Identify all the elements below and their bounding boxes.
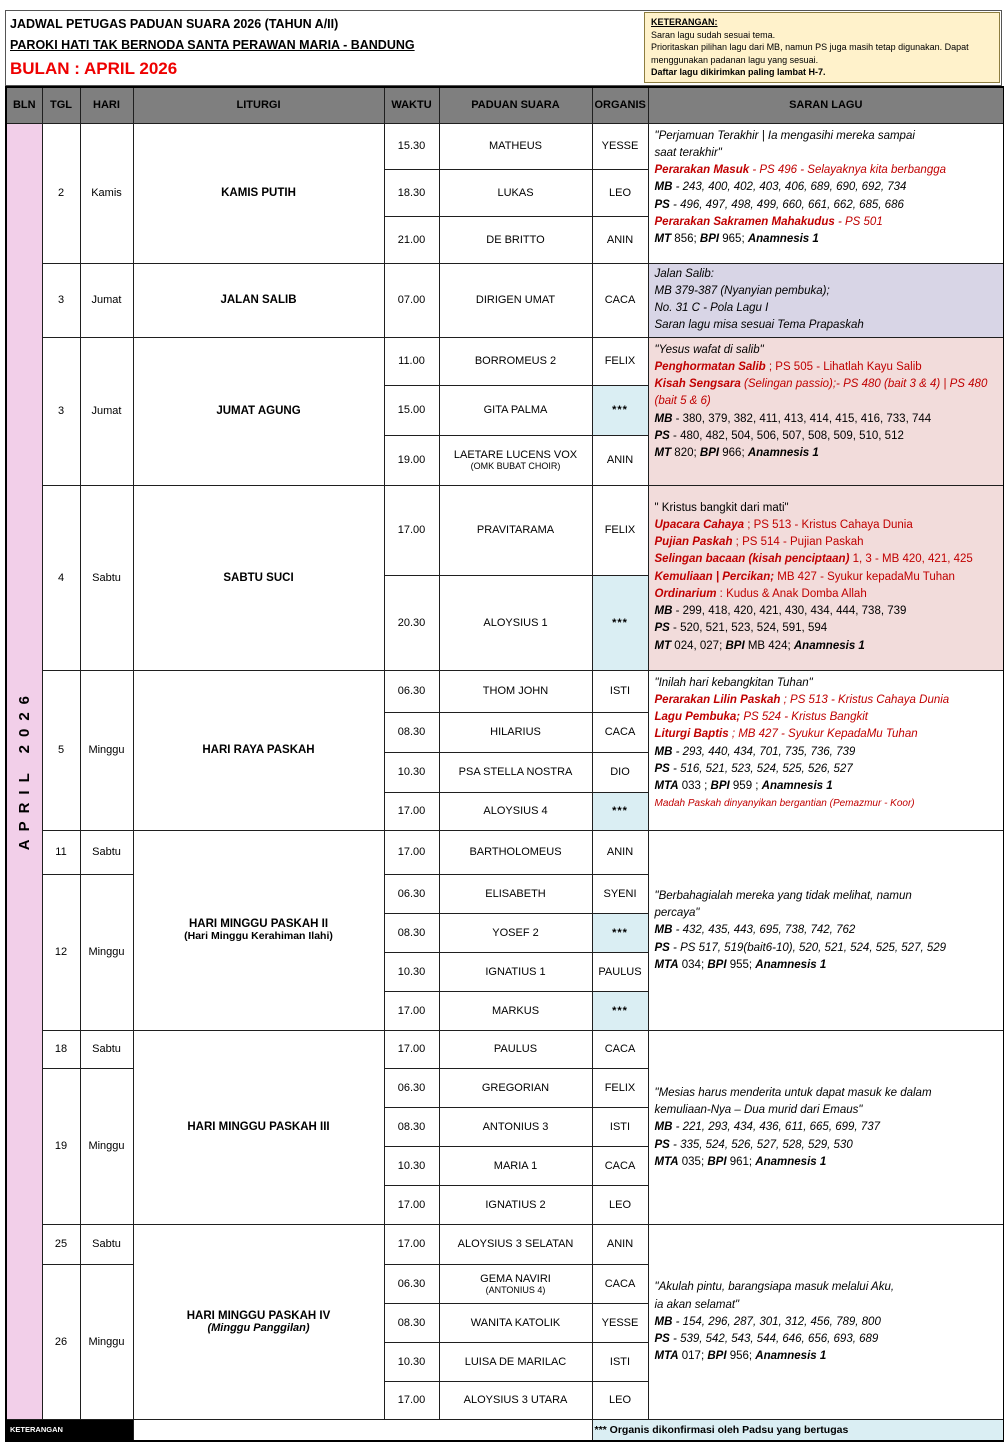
cell-waktu: 08.30 xyxy=(384,712,439,752)
column-header-hari: HARI xyxy=(80,87,133,123)
cell-waktu: 17.00 xyxy=(384,1381,439,1419)
cell-waktu: 21.00 xyxy=(384,216,439,263)
note-line: Daftar lagu dikirimkan paling lambat H-7. xyxy=(651,67,826,78)
cell-tgl: 26 xyxy=(42,1264,80,1419)
cell-organis: ISTI xyxy=(592,1342,648,1381)
cell-saran-lagu: " Kristus bangkit dari mati" Upacara Cahaya ; PS 513 - Kristus Cahaya Dunia Pujian Paskah ; PS 514 - Pujian Paskah Selingan bacaan (kisah penciptaan) 1, 3 - MB 420, 421, 425 Kemuliaan | Percikan; MB 427 - Syukur kepadaMu Tuhan Ordinarium : Kudus & Anak Domba Allah MB - 299, 418, 420, 421, 430, 434, 444, 738, 739 PS - 520, 521, 523, 524, 591, 594 MT 024, 027; BPI MB 424; Anamnesis 1 xyxy=(648,485,1004,670)
table-row xyxy=(6,123,1004,169)
cell-saran-lagu: "Perjamuan Terakhir | Ia mengasihi mereka sampai saat terakhir" Perarakan Masuk - PS 496 - Selayaknya kita berbangga MB - 243, 400, 402, 403, 406, 689, 690, 692, 734 PS - 496, 497, 498, 499, 660, 661, 662, 685, 686 Perarakan Sakramen Mahakudus - PS 501 MT 856; BPI 965; Anamnesis 1 xyxy=(648,123,1004,263)
cell-tgl: 12 xyxy=(42,874,80,1030)
cell-paduan-suara: LUKAS xyxy=(439,169,592,216)
doc-title: JADWAL PETUGAS PADUAN SUARA 2026 (TAHUN A/II) xyxy=(10,17,339,31)
cell-hari: Sabtu xyxy=(80,1030,133,1068)
cell-paduan-suara: YOSEF 2 xyxy=(439,913,592,952)
cell-hari: Jumat xyxy=(80,337,133,485)
cell-hari: Sabtu xyxy=(80,830,133,874)
note-box xyxy=(644,12,1000,83)
cell-hari: Minggu xyxy=(80,1264,133,1419)
cell-tgl: 3 xyxy=(42,337,80,485)
cell-paduan-suara: HILARIUS xyxy=(439,712,592,752)
footer-empty-cell xyxy=(133,1419,592,1441)
cell-tgl: 19 xyxy=(42,1068,80,1224)
cell-organis: LEO xyxy=(592,1381,648,1419)
cell-organis: YESSE xyxy=(592,1303,648,1342)
cell-tgl: 5 xyxy=(42,670,80,830)
cell-hari: Sabtu xyxy=(80,485,133,670)
header-row xyxy=(6,87,1004,123)
cell-organis: *** xyxy=(592,575,648,670)
cell-organis: ANIN xyxy=(592,830,648,874)
cell-paduan-suara: MARKUS xyxy=(439,991,592,1030)
cell-waktu: 11.00 xyxy=(384,337,439,385)
cell-paduan-suara xyxy=(439,1264,592,1303)
cell-organis: LEO xyxy=(592,1185,648,1224)
cell-liturgi: JALAN SALIB xyxy=(133,263,384,337)
cell-paduan-suara: IGNATIUS 1 xyxy=(439,952,592,991)
cell-paduan-suara: ELISABETH xyxy=(439,874,592,913)
table-row xyxy=(6,337,1004,385)
month-label: APRIL 2026 xyxy=(15,688,33,851)
column-header-waktu: WAKTU xyxy=(384,87,439,123)
cell-waktu: 19.00 xyxy=(384,435,439,485)
cell-waktu: 07.00 xyxy=(384,263,439,337)
cell-organis: FELIX xyxy=(592,485,648,575)
cell-waktu: 15.30 xyxy=(384,123,439,169)
cell-paduan-suara: BARTHOLOMEUS xyxy=(439,830,592,874)
doc-subtitle: PAROKI HATI TAK BERNODA SANTA PERAWAN MARIA - BANDUNG xyxy=(10,38,415,52)
cell-hari: Minggu xyxy=(80,670,133,830)
note-line: Prioritaskan pilihan lagu dari MB, namun PS juga masih tetap digunakan. Dapat menggunakan padanan lagu yang sesuai. xyxy=(651,42,969,65)
cell-tgl: 4 xyxy=(42,485,80,670)
cell-organis: CACA xyxy=(592,1146,648,1185)
cell-organis: SYENI xyxy=(592,874,648,913)
cell-organis: CACA xyxy=(592,712,648,752)
cell-liturgi: HARI MINGGU PASKAH III xyxy=(133,1030,384,1224)
cell-paduan-suara: PSA STELLA NOSTRA xyxy=(439,752,592,792)
cell-liturgi: KAMIS PUTIH xyxy=(133,123,384,263)
cell-organis: ANIN xyxy=(592,216,648,263)
column-header-tgl: TGL xyxy=(42,87,80,123)
cell-waktu: 17.00 xyxy=(384,485,439,575)
cell-waktu: 06.30 xyxy=(384,1264,439,1303)
cell-organis: ANIN xyxy=(592,1224,648,1264)
cell-organis: YESSE xyxy=(592,123,648,169)
cell-organis: ISTI xyxy=(592,670,648,712)
cell-organis: CACA xyxy=(592,1264,648,1303)
cell-liturgi xyxy=(133,1224,384,1419)
cell-liturgi: SABTU SUCI xyxy=(133,485,384,670)
cell-waktu: 17.00 xyxy=(384,1185,439,1224)
cell-paduan-suara: IGNATIUS 2 xyxy=(439,1185,592,1224)
paduan-suara-subname: (ANTONIUS 4) xyxy=(485,1284,546,1295)
cell-liturgi xyxy=(133,830,384,1030)
cell-tgl: 2 xyxy=(42,123,80,263)
cell-saran-lagu: "Yesus wafat di salib" Penghormatan Salib ; PS 505 - Lihatlah Kayu Salib Kisah Sengsara (Selingan passio);- PS 480 (bait 3 & 4) | PS 480 (bait 5 & 6) MB - 380, 379, 382, 411, 413, 414, 415, 416, 733, 744 PS - 480, 482, 504, 506, 507, 508, 509, 510, 512 MT 820; BPI 966; Anamnesis 1 xyxy=(648,337,1004,485)
cell-organis: *** xyxy=(592,385,648,435)
cell-liturgi: HARI RAYA PASKAH xyxy=(133,670,384,830)
cell-waktu: 17.00 xyxy=(384,830,439,874)
cell-waktu: 08.30 xyxy=(384,1107,439,1146)
cell-waktu: 17.00 xyxy=(384,1224,439,1264)
cell-paduan-suara xyxy=(439,435,592,485)
cell-organis: *** xyxy=(592,792,648,830)
cell-tgl: 3 xyxy=(42,263,80,337)
paduan-suara-name: GEMA NAVIRI xyxy=(480,1272,551,1285)
cell-waktu: 17.00 xyxy=(384,792,439,830)
cell-paduan-suara: BORROMEUS 2 xyxy=(439,337,592,385)
cell-organis: *** xyxy=(592,913,648,952)
cell-paduan-suara: ALOYSIUS 4 xyxy=(439,792,592,830)
table-row xyxy=(6,263,1004,337)
cell-paduan-suara: GREGORIAN xyxy=(439,1068,592,1107)
cell-paduan-suara: LUISA DE MARILAC xyxy=(439,1342,592,1381)
cell-organis: LEO xyxy=(592,169,648,216)
liturgi-title: HARI MINGGU PASKAH IV xyxy=(186,1309,331,1322)
table-row xyxy=(6,830,1004,874)
schedule-table xyxy=(5,86,1004,1442)
cell-paduan-suara: MATHEUS xyxy=(439,123,592,169)
footer-row xyxy=(6,1419,1004,1441)
cell-saran-lagu: "Berbahagialah mereka yang tidak melihat, namun percaya" MB - 432, 435, 443, 695, 738, 742, 762 PS - PS 517, 519(bait6-10), 520, 521, 524, 525, 527, 529 MTA 034; BPI 955; Anamnesis 1 xyxy=(648,830,1004,1030)
cell-hari: Minggu xyxy=(80,1068,133,1224)
cell-waktu: 10.30 xyxy=(384,752,439,792)
cell-paduan-suara: ALOYSIUS 1 xyxy=(439,575,592,670)
cell-organis: FELIX xyxy=(592,337,648,385)
cell-paduan-suara: PAULUS xyxy=(439,1030,592,1068)
cell-saran-lagu: "Akulah pintu, barangsiapa masuk melalui Aku, ia akan selamat" MB - 154, 296, 287, 301, 312, 456, 789, 800 PS - 539, 542, 543, 544, 646, 656, 693, 689 MTA 017; BPI 956; Anamnesis 1 xyxy=(648,1224,1004,1419)
cell-waktu: 08.30 xyxy=(384,913,439,952)
cell-waktu: 06.30 xyxy=(384,1068,439,1107)
cell-paduan-suara: ALOYSIUS 3 UTARA xyxy=(439,1381,592,1419)
cell-paduan-suara: DIRIGEN UMAT xyxy=(439,263,592,337)
cell-hari: Kamis xyxy=(80,123,133,263)
liturgi-subtitle: (Hari Minggu Kerahiman Ilahi) xyxy=(184,930,333,942)
cell-organis: CACA xyxy=(592,263,648,337)
cell-paduan-suara: PRAVITARAMA xyxy=(439,485,592,575)
column-header-paduan-suara: PADUAN SUARA xyxy=(439,87,592,123)
cell-saran-lagu: "Inilah hari kebangkitan Tuhan" Perarakan Lilin Paskah ; PS 513 - Kristus Cahaya Dunia Lagu Pembuka; PS 524 - Kristus Bangkit Liturgi Baptis ; MB 427 - Syukur KepadaMu Tuhan MB - 293, 440, 434, 701, 735, 736, 739 PS - 516, 521, 523, 524, 525, 526, 527 MTA 033 ; BPI 959 ; Anamnesis 1 Madah Paskah dinyanyikan bergantian (Pemazmur - Koor) xyxy=(648,670,1004,830)
cell-saran-lagu: "Mesias harus menderita untuk dapat masuk ke dalam kemuliaan-Nya – Dua murid dari Emaus" MB - 221, 293, 434, 436, 611, 665, 699, 737 PS - 335, 524, 526, 527, 528, 529, 530 MTA 035; BPI 961; Anamnesis 1 xyxy=(648,1030,1004,1224)
cell-organis: ISTI xyxy=(592,1107,648,1146)
cell-paduan-suara: ANTONIUS 3 xyxy=(439,1107,592,1146)
cell-saran-lagu: Jalan Salib: MB 379-387 (Nyanyian pembuka); No. 31 C - Pola Lagu I Saran lagu misa sesuai Tema Prapaskah xyxy=(648,263,1004,337)
cell-waktu: 17.00 xyxy=(384,991,439,1030)
cell-hari: Sabtu xyxy=(80,1224,133,1264)
cell-waktu: 20.30 xyxy=(384,575,439,670)
cell-organis: ANIN xyxy=(592,435,648,485)
cell-organis: FELIX xyxy=(592,1068,648,1107)
cell-waktu: 08.30 xyxy=(384,1303,439,1342)
cell-waktu: 10.30 xyxy=(384,1146,439,1185)
cell-paduan-suara: THOM JOHN xyxy=(439,670,592,712)
column-header-bln: BLN xyxy=(6,87,42,123)
table-row xyxy=(6,1030,1004,1068)
paduan-suara-name: LAETARE LUCENS VOX xyxy=(453,449,578,461)
table-row xyxy=(6,1224,1004,1264)
cell-hari: Minggu xyxy=(80,874,133,1030)
cell-paduan-suara: ALOYSIUS 3 SELATAN xyxy=(439,1224,592,1264)
cell-waktu: 17.00 xyxy=(384,1030,439,1068)
cell-waktu: 10.30 xyxy=(384,952,439,991)
cell-paduan-suara: MARIA 1 xyxy=(439,1146,592,1185)
table-row xyxy=(6,485,1004,575)
cell-waktu: 10.30 xyxy=(384,1342,439,1381)
footer-organis-note: *** Organis dikonfirmasi oleh Padsu yang bertugas xyxy=(592,1419,1004,1441)
cell-waktu: 15.00 xyxy=(384,385,439,435)
cell-waktu: 06.30 xyxy=(384,670,439,712)
footer-keterangan: KETERANGAN xyxy=(6,1419,133,1441)
cell-waktu: 18.30 xyxy=(384,169,439,216)
cell-tgl: 11 xyxy=(42,830,80,874)
cell-paduan-suara: DE BRITTO xyxy=(439,216,592,263)
cell-paduan-suara: GITA PALMA xyxy=(439,385,592,435)
column-header-saran-lagu: SARAN LAGU xyxy=(648,87,1004,123)
column-header-liturgi: LITURGI xyxy=(133,87,384,123)
column-header-organis: ORGANIS xyxy=(592,87,648,123)
liturgi-title: HARI MINGGU PASKAH II xyxy=(188,918,329,930)
cell-organis: PAULUS xyxy=(592,952,648,991)
cell-hari: Jumat xyxy=(80,263,133,337)
cell-waktu: 06.30 xyxy=(384,874,439,913)
cell-paduan-suara: WANITA KATOLIK xyxy=(439,1303,592,1342)
cell-tgl: 18 xyxy=(42,1030,80,1068)
document-header xyxy=(5,10,1002,86)
cell-organis: CACA xyxy=(592,1030,648,1068)
note-line: Saran lagu sudah sesuai tema. xyxy=(651,29,776,40)
note-box-title: KETERANGAN: xyxy=(651,17,718,27)
doc-month: BULAN : APRIL 2026 xyxy=(10,59,178,78)
cell-organis: DIO xyxy=(592,752,648,792)
table-row xyxy=(6,670,1004,712)
liturgi-subtitle: (Minggu Panggilan) xyxy=(207,1321,310,1334)
cell-tgl: 25 xyxy=(42,1224,80,1264)
paduan-suara-subname: (OMK BUBAT CHOIR) xyxy=(470,461,561,471)
month-column xyxy=(6,123,42,1419)
cell-organis: *** xyxy=(592,991,648,1030)
cell-liturgi: JUMAT AGUNG xyxy=(133,337,384,485)
